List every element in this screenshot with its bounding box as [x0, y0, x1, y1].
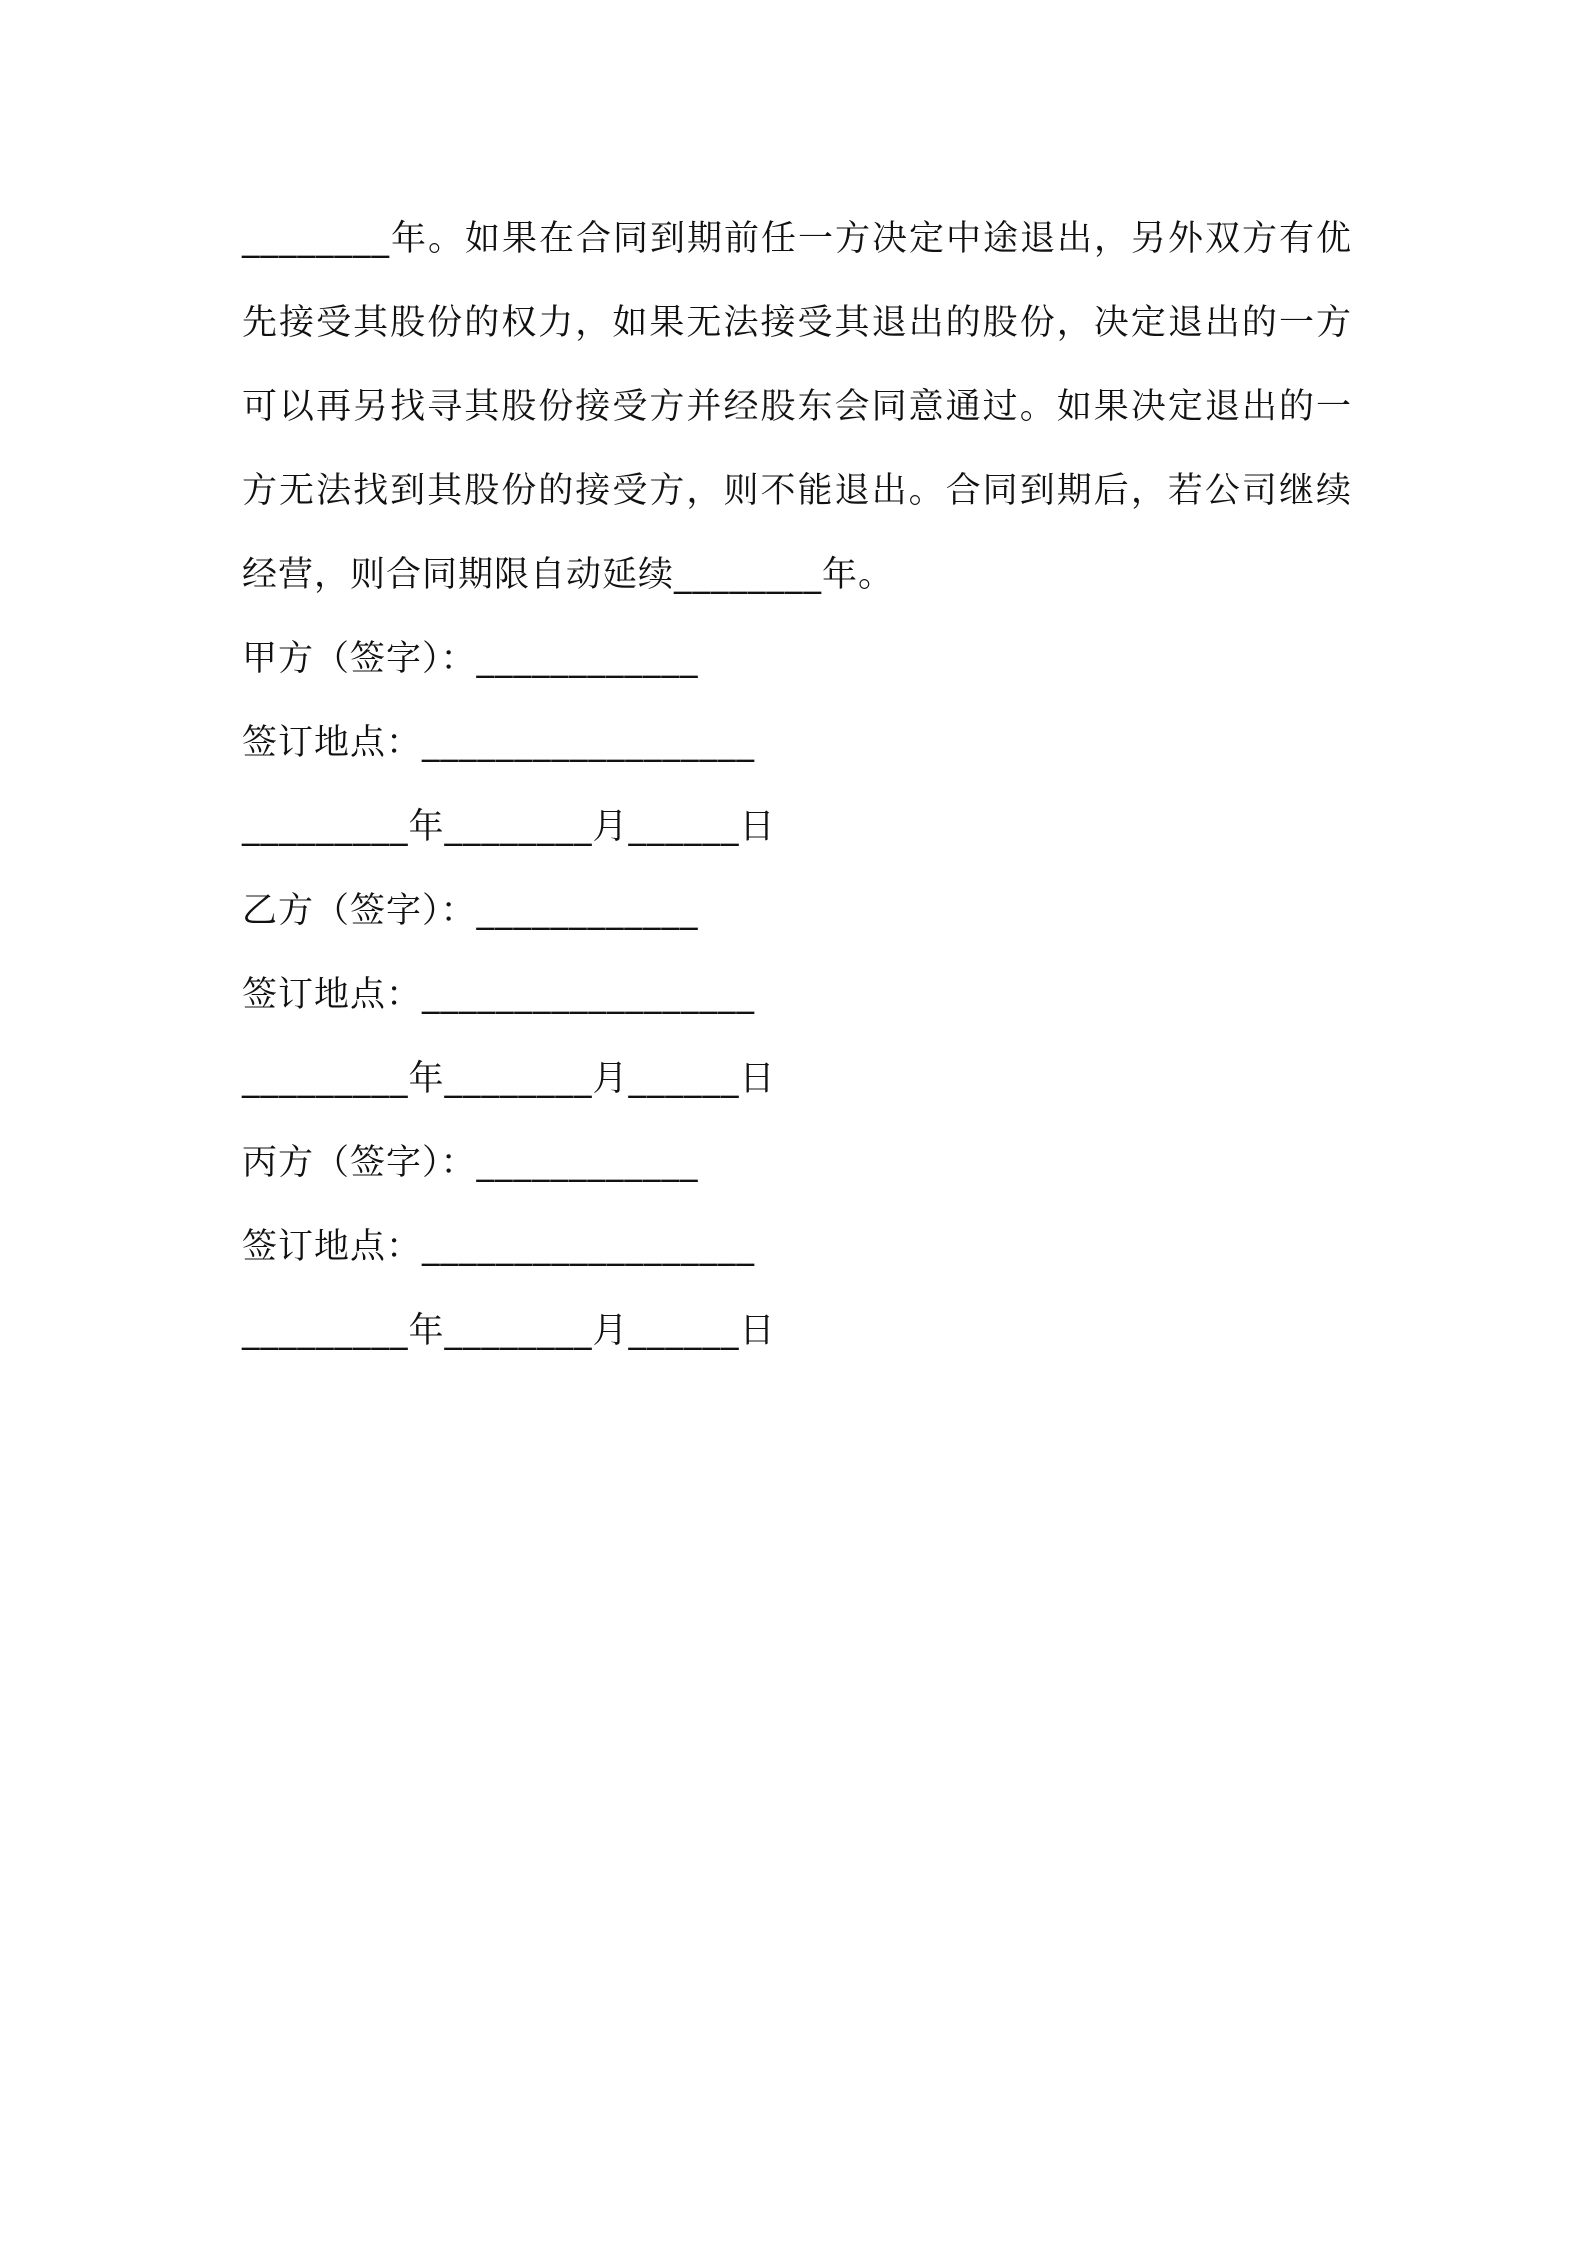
party-a-date-line: _________年________月______日	[242, 807, 776, 847]
party-a-block	[242, 617, 1352, 869]
party-a-signature-line: 甲方（签字）：____________	[242, 639, 699, 679]
party-b-place-line: 签订地点：__________________	[242, 975, 756, 1015]
party-c-place-line: 签订地点：__________________	[242, 1227, 756, 1267]
party-c-date-line: _________年________月______日	[242, 1311, 776, 1351]
party-b-block	[242, 869, 1352, 1121]
contract-term-paragraph: ________年。如果在合同到期前任一方决定中途退出，另外双方有优先接受其股份的权力，如果无法接受其退出的股份，决定退出的一方可以再另找寻其股份接受方并经股东会同意通过。如果决定退出的一方无法找到其股份的接受方，则不能退出。合同到期后，若公司继续经营，则合同期限自动延续________年。	[242, 219, 1352, 595]
party-c-block	[242, 1121, 1352, 1373]
party-b-signature-line: 乙方（签字）：____________	[242, 891, 699, 931]
party-a-place-line: 签订地点：__________________	[242, 723, 756, 763]
party-b-date-line: _________年________月______日	[242, 1059, 776, 1099]
party-c-signature-line: 丙方（签字）：____________	[242, 1143, 699, 1183]
document-body	[242, 197, 1352, 1373]
